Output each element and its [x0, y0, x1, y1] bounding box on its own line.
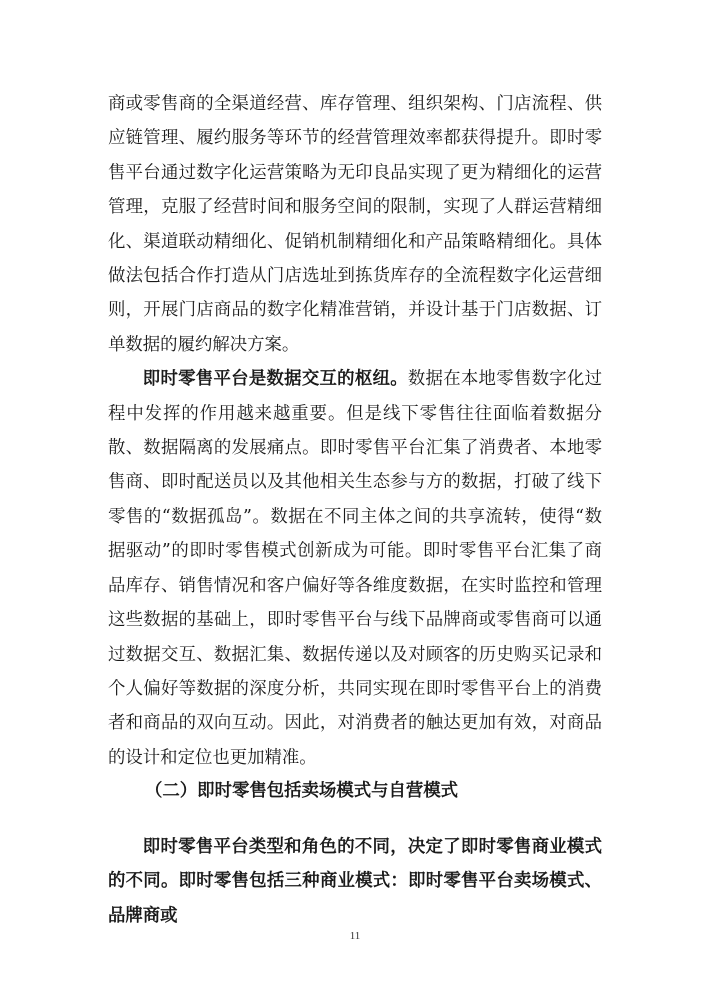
paragraph-2-body: 数据在本地零售数字化过程中发挥的作用越来越重要。但是线下零售往往面临着数据分散、数据隔离的发展痛点。即时零售平台汇集了消费者、本地零售商、即时配送员以及其他相关生态参与方的数据，打破了线下零售的“数据孤岛”。数据在不同主体之间的共享流转，使得“数据驱动”的即时零售模式创新成为可能。即时零售平台汇集了商品库存、销售情况和客户偏好等各维度数据，在实时监控和管理这些数据的基础上，即时零售平台与线下品牌商或零售商可以通过数据交互、数据汇集、数据传递以及对顾客的历史购买记录和个人偏好等数据的深度分析，共同实现在即时零售平台上的消费者和商品的双向互动。因此，对消费者的触达更加有效，对商品的设计和定位也更加精准。	[108, 369, 602, 768]
paragraph-3: 即时零售平台类型和角色的不同，决定了即时零售商业模式的不同。即时零售包括三种商业模式：即时零售平台卖场模式、品牌商或	[108, 837, 602, 926]
body-text	[108, 87, 602, 775]
page-number: 11	[349, 930, 361, 942]
paragraph-2	[108, 362, 602, 775]
paragraph-2-lead: 即时零售平台是数据交互的枢纽。	[142, 369, 408, 390]
body-text-continued	[108, 830, 602, 933]
paragraph-1: 商或零售商的全渠道经营、库存管理、组织架构、门店流程、供应链管理、履约服务等环节的经营管理效率都获得提升。即时零售平台通过数字化运营策略为无印良品实现了更为精细化的运营管理，克服了经营时间和服务空间的限制，实现了人群运营精细化、渠道联动精细化、促销机制精细化和产品策略精细化。具体做法包括合作打造从门店选址到拣货库存的全流程数字化运营细则，开展门店商品的数字化精准营销，并设计基于门店数据、订单数据的履约解决方案。	[108, 94, 602, 355]
section-heading: （二）即时零售包括卖场模式与自营模式	[145, 781, 459, 801]
